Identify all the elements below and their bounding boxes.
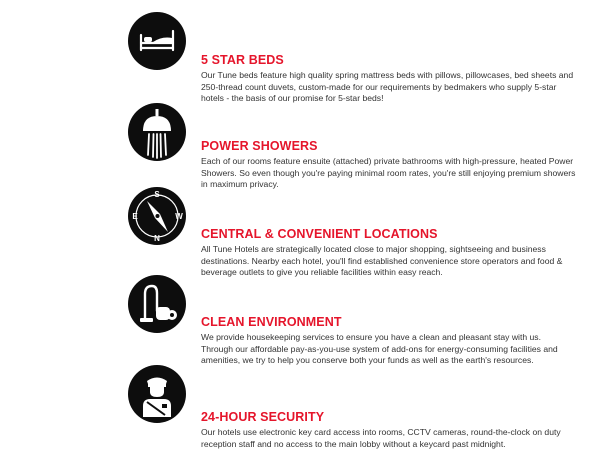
compass-letter-s: S xyxy=(154,190,160,199)
feature-5-star-beds xyxy=(0,12,600,104)
compass-letter-e: E xyxy=(132,212,138,221)
feature-description xyxy=(201,332,581,367)
feature-title: CENTRAL & CONVENIENT LOCATIONS xyxy=(201,227,438,241)
feature-title: CLEAN ENVIRONMENT xyxy=(201,315,342,329)
feature-24-hour-security xyxy=(0,365,600,457)
security-guard-icon xyxy=(128,365,186,423)
shower-icon xyxy=(128,103,186,161)
description-line: Through our affordable pay-as-you-use system of add-ons for energy-consuming facilities and amenities, we try to help you conserve both your funds as well as the earth's resources. xyxy=(201,343,558,366)
feature-description: All Tune Hotels are strategically located close to major shopping, sightseeing and business destinations. Nearby each hotel, you'll find established convenience store operators and food & beverage outlets to give you reliable facilities within easy reach. xyxy=(201,244,563,278)
feature-central-locations xyxy=(0,187,600,279)
feature-title: 5 STAR BEDS xyxy=(201,53,284,67)
feature-title: POWER SHOWERS xyxy=(201,139,318,153)
feature-description: Each of our rooms feature ensuite (attached) private bathrooms with high-pressure, heated Power Showers. So even though you're paying minimal room rates, you're still enjoying premium showers in maximum privacy. xyxy=(201,156,576,190)
feature-clean-environment xyxy=(0,275,600,367)
feature-description: Our Tune beds feature high quality spring mattress beds with pillows, pillowcases, bed sheets and 250-thread count duvets, custom-made for our requirements by bedmakers who supply 5-star hotels - the basis of our promise for 5-star beds! xyxy=(201,70,574,104)
feature-title: 24-HOUR SECURITY xyxy=(201,410,325,424)
description-line: We provide housekeeping services to ensure you have a clean and pleasant stay with us. xyxy=(201,332,541,342)
compass-icon xyxy=(128,187,186,245)
compass-letter-w: W xyxy=(175,212,183,221)
feature-description: Our hotels use electronic key card access into rooms, CCTV cameras, round-the-clock on duty reception staff and no access to the main lobby without a keycard past midnight. xyxy=(201,427,561,449)
feature-power-showers xyxy=(0,103,600,195)
compass-letter-n: N xyxy=(154,234,160,243)
vacuum-cleaner-icon xyxy=(128,275,186,333)
bed-icon xyxy=(128,12,186,70)
